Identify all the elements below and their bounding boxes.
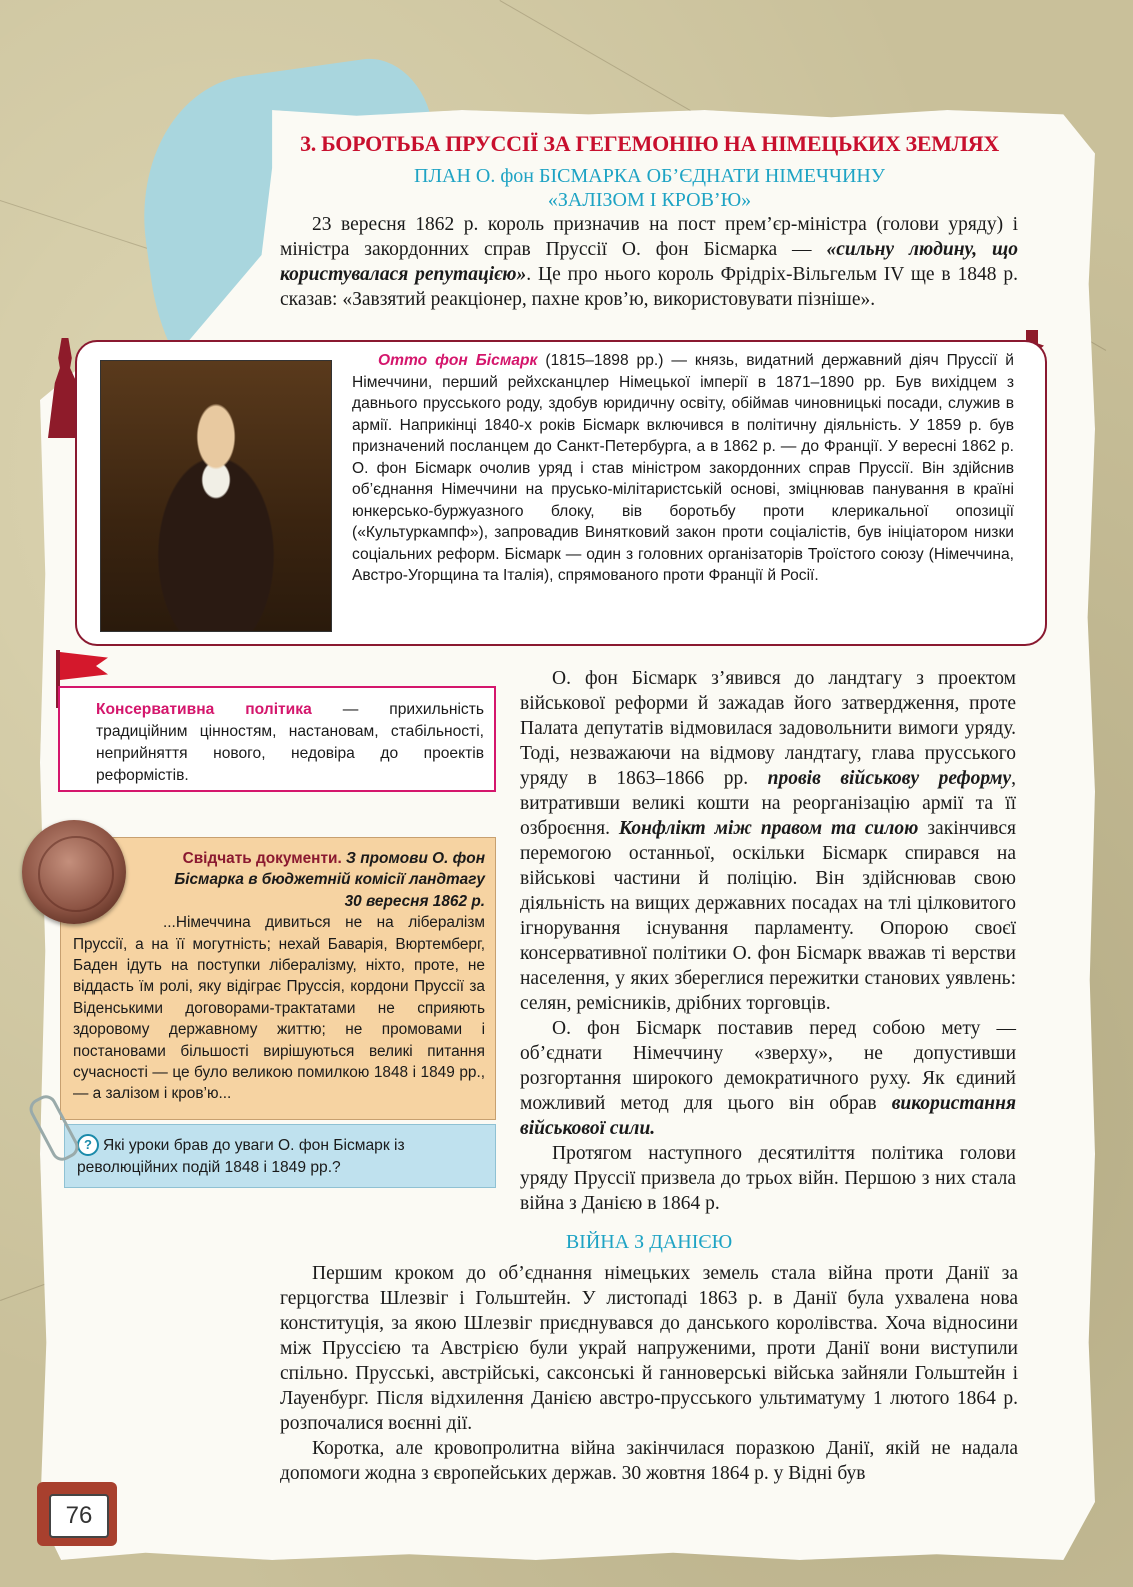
- wax-seal-ring: [38, 836, 114, 912]
- intro-paragraph: [280, 212, 1018, 312]
- intro-text-1: 23 вересня 1862 р. король призначив на пост прем’єр-міністра (голови уряду) і міністра закордонних справ Пруссії О. фон Бісмарка —: [280, 214, 1018, 260]
- main-text: Протягом наступного десятиліття політика голови уряду Пруссії призвела до трьох війн. Першою з них стала війна з Данією в 1864 р.: [520, 1143, 1016, 1214]
- document-heading: [163, 848, 485, 912]
- document-quote: ...Німеччина дивиться не на лібералізм Пруссії, а на її могутність; нехай Баварія, Вюртемберг, Баден ідуть на поступки лібералізму, ніхто, проте, не віддасть їм ролі, яку відіграє Пруссія, кордони Пруссії за Віденськими договорами-трактатами не сприяють здоровому державному життю; не промовами і постановами більшості вирішуються великі питання сучасності — це було великою помилкою 1848 і 1849 рр., — а залізом і кров’ю...: [73, 914, 485, 1103]
- definition-term: Консервативна політика: [96, 701, 312, 718]
- section-title: 3. БОРОТЬБА ПРУССІЇ ЗА ГЕГЕМОНІЮ НА НІМЕЦЬКИХ ЗЕМЛЯХ: [300, 131, 999, 156]
- section-subtitle: [282, 164, 1017, 212]
- question-icon: ?: [77, 1134, 99, 1156]
- war-section: [280, 1261, 1018, 1486]
- main-column: [520, 666, 1016, 1216]
- main-text: О. фон Бісмарк з’явився до ландтагу з проектом військової реформи й зажадав його затвердження, проте Палата депутатів відмовилася задовольнити вимоги уряду. Тоді, незважаючи на відмову ландтагу, глава прусського уряду в 1863–1866 рр.: [520, 668, 1016, 789]
- intro-emphasis: «сильну людину, що користувалася репутацією»: [280, 239, 1018, 285]
- main-text: закінчився перемогою останньої, оскільки Бісмарк спирався на військові частини й поліцію. Він здійснював свою діяльність на вищих державних посадах на тлі цілковитого ігнорування існування парламенту. Опорою своєї консервативної політики О. фон Бісмарк вважав ті верстви населення, у яких збереглися пережитки станових уявлень: селян, ремісників, дрібних торговців.: [520, 818, 1017, 1014]
- biography-text: [352, 350, 1014, 587]
- main-emphasis: використання військової сили.: [520, 1093, 1016, 1139]
- flag-icon: [60, 652, 108, 680]
- war-text: Коротка, але кровопролитна війна закінчилася поразкою Данії, якій не надала допомоги жодна з європейських держав. 30 жовтня 1864 р. у Відні був: [280, 1438, 1018, 1484]
- intro-text-2: . Це про нього король Фрідріх-Вільгельм IV ще в 1848 р. сказав: «Завзятий реакціонер, пахне кров’ю, використовувати пізніше».: [280, 264, 1018, 310]
- main-paragraph-2: [520, 1016, 1016, 1141]
- war-heading: ВІЙНА З ДАНІЄЮ: [565, 1231, 733, 1253]
- main-emphasis: провів військову реформу: [767, 768, 1012, 789]
- main-emphasis: Конфлікт між правом та силою: [618, 818, 919, 839]
- question-text: Які уроки брав до уваги О. фон Бісмарк із революційних подій 1848 і 1849 рр.?: [77, 1137, 405, 1176]
- war-paragraph-1: [280, 1261, 1018, 1436]
- war-text: Першим кроком до об’єднання німецьких земель стала війна проти Данії за герцогства Шлезвіг і Гольштейн. У листопаді 1863 р. в Данії була ухвалена нова конституція, за якою Шлезвіг приєднувався до данського королівства. Хоча відносини між Пруссією та Австрією були украй напруженими, проти Данії вони виступили спільно. Прусські, австрійські, саксонські й ганноверські війська зайняли Гольштейн і Лауенбург. Після відхилення Данією австро-прусського ультиматуму 1 лютого 1864 р. розпочалися воєнні дії.: [280, 1263, 1018, 1434]
- bio-body: (1815–1898 рр.) — князь, видатний державний діяч Пруссії й Німеччини, перший рейхсканцлер Німецької імперії в 1871–1890 рр. Був вихідцем з давнього прусського роду, здобув юридичну освіту, обіймав чиновницькі посади, служив в армії. Наприкінці 1840-х років Бісмарк включився в політичну діяльність. У 1859 р. був призначений посланцем до Санкт-Петербурга, а в 1862 р. — до Франції. У вересні 1862 р. О. фон Бісмарк очолив уряд і став міністром закордонних справ Пруссії. Він здійснив об’єднання Німеччини на прусько-мілітаристській основі, зміцнював панування в країні юнкерсько-буржуазного блоку, вів боротьбу проти клерикальної опозиції («Культуркампф»), запровадив Винятковий закон проти соціалістів, був ініціатором низки соціальних реформ. Бісмарк — один з головних організаторів Троїстого союзу (Німеччина, Австро-Угорщина та Італія), спрямованого проти Франції й Росії.: [352, 352, 1014, 584]
- subtitle-line-2: «ЗАЛІЗОМ І КРОВ’Ю»: [547, 189, 752, 211]
- main-paragraph-3: [520, 1141, 1016, 1216]
- document-source: З промови О. фон Бісмарка в бюджетній комісії ландтагу 30 вересня 1862 р.: [174, 850, 485, 910]
- question-box: [64, 1124, 496, 1188]
- bismarck-portrait: [100, 360, 332, 632]
- war-paragraph-2: [280, 1436, 1018, 1486]
- definition-text: — прихильність традиційним цінностям, настановам, стабільності, неприйняття нового, недовіра до проектів реформістів.: [96, 701, 484, 784]
- document-label: Свідчать документи.: [182, 850, 342, 867]
- bio-name: Отто фон Бісмарк: [378, 352, 538, 369]
- main-text: , витративши великі кошти на реорганізацію армії та її озброєння.: [520, 768, 1016, 839]
- page-number: 76: [49, 1494, 109, 1538]
- main-text: О. фон Бісмарк поставив перед собою мету — об’єднати Німеччину «зверху», не допустивши розгортання широкого демократичного руху. Як єдиний можливий метод для цього він обрав: [520, 1018, 1016, 1114]
- definition-box: [58, 686, 496, 792]
- main-paragraph-1: [520, 666, 1016, 1016]
- subtitle-line-1: ПЛАН О. фон БІСМАРКА ОБ’ЄДНАТИ НІМЕЧЧИНУ: [414, 165, 885, 187]
